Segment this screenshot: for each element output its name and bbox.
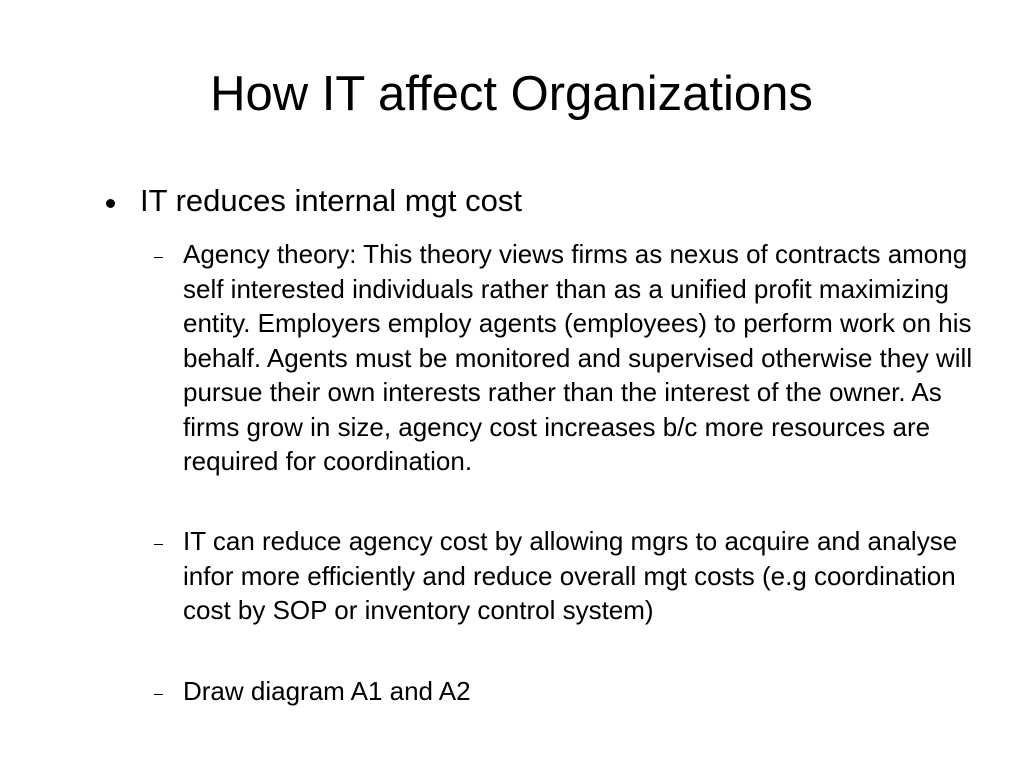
sub-bullet-it-reduces-agency-cost: IT can reduce agency cost by allowing mgrs to acquire and analyse infor more efficiently and reduce overall mgt costs (e.g coordination cost by SOP or inventory control system) (183, 526, 958, 625)
sub-bullet-agency-theory: Agency theory: This theory views firms as nexus of contracts among self interested individuals rather than as a unified profit maximizing entity. Employers employ agents (employees) to perform work on his behalf. Agents must be monitored and supervised otherwise they will pursue their own interests rather than the interest of the owner. As firms grow in size, agency cost increases b/c more resources are required for coordination. (183, 239, 973, 476)
sub-bullet-dash-icon (154, 544, 163, 545)
bullet-main-text: IT reduces internal mgt cost (140, 183, 522, 218)
bullet-dot-icon (106, 199, 115, 208)
sub-bullet-dash-icon (154, 257, 163, 258)
sub-bullet-draw-diagram: Draw diagram A1 and A2 (183, 676, 471, 706)
sub-bullet-dash-icon (154, 694, 163, 695)
slide-title: How IT affect Organizations (210, 67, 813, 121)
